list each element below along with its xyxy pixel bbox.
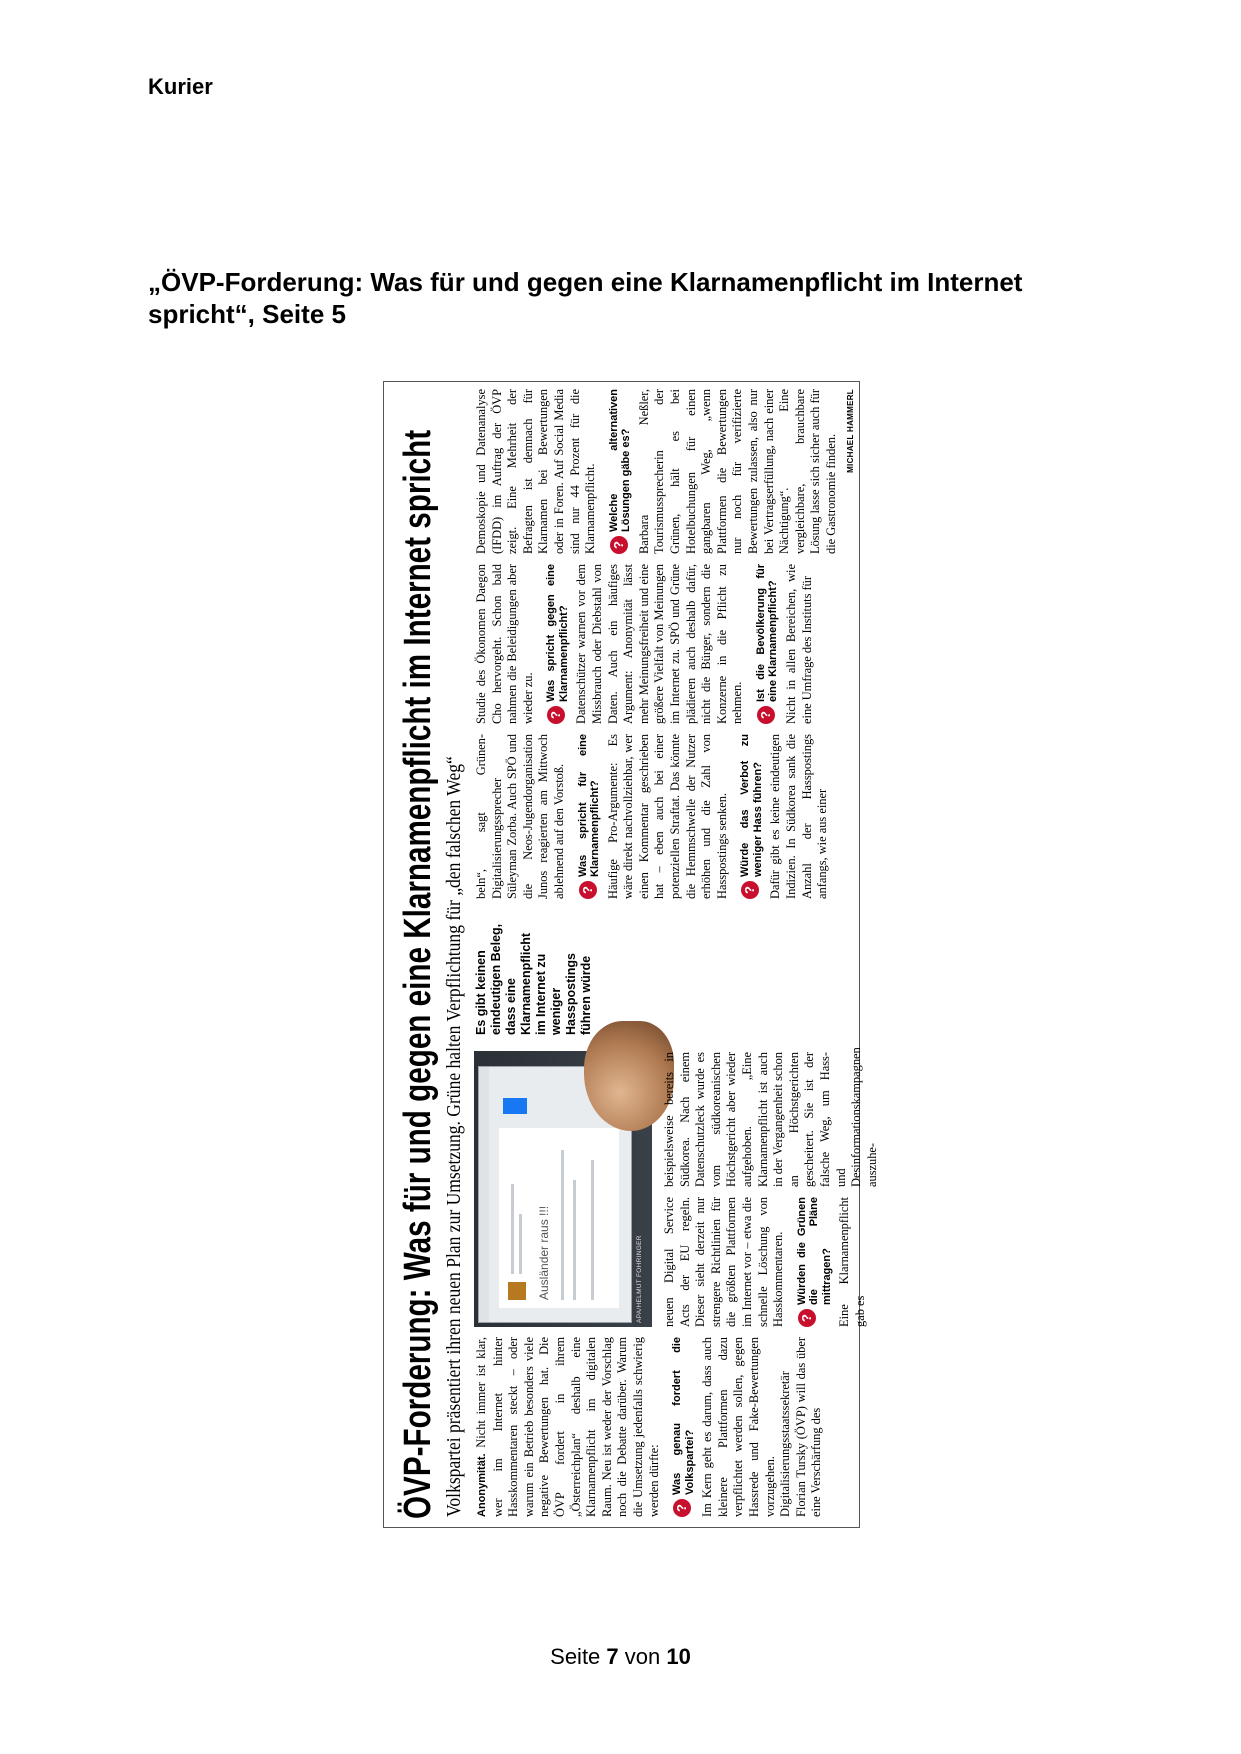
question-mark-icon: ? <box>547 706 565 724</box>
lead-text: Nicht immer ist klar, wer im Internet hinter Hasskommentaren steckt – oder warum ein Betrieb besonders viele negative Bewertungen hat. Die ÖVP fordert in ihrem „Österreichplan“ deshalb eine Klarnamenpflicht im digitalen Raum. Neu ist weder der Vorschlag noch die Debatte darüber. Warum die Umsetzung jedenfalls schwierig werden dürfte: <box>474 1337 661 1517</box>
avatar <box>508 1282 526 1300</box>
question-mark-icon: ? <box>610 536 628 554</box>
photo-credit: APA/HELMUT FOHRINGER <box>636 1235 643 1323</box>
article-column-3 <box>662 1047 879 1187</box>
answer-paragraph: Häufige Pro-Argumente: Es wäre direkt nachvollziehbar, wer einen Kommentar geschrieben hat – eben auch bei einer potenziellen Straftat. Das könnte die Hemmschwelle der Nutzer erhöhen und die Zahl von Hasspostings senken. <box>605 734 729 899</box>
article-headline: ÖVP-Forderung: Was für und gegen eine Klarnamenpflicht im Internet spricht <box>397 429 439 1519</box>
article-column-6 <box>474 389 854 554</box>
question-text: Würden die Grünen die Pläne mittragen? <box>795 1197 833 1305</box>
browser-bar <box>479 1067 489 1322</box>
question-text: Würde das Verbot zu weniger Hass führen? <box>739 734 764 877</box>
author-byline: MICHAEL HAMMERL <box>846 389 856 473</box>
body-paragraph: beispielsweise bereits in Südkorea. Nach einem Datenschutzleck wurde es vom südkoreanischen Höchstgericht aber wieder aufgehoben. „Eine Klarnamenpflicht ist auch in der Vergangenheit schon an Höchstgerichten gescheitert. Sie ist der falsche Weg, um Hass- und Desinformationskampagnen auszuhe- <box>662 1047 879 1187</box>
article-photo <box>474 1051 652 1327</box>
question-heading <box>796 1197 834 1327</box>
post-line <box>591 1160 594 1300</box>
body-paragraph: beln“, sagt Grünen-Digitalisierungssprecher Süleyman Zorba. Auch SPÖ und die Neos-Jugendorganisation Junos reagierten am Mittwoch ablehnend auf den Vorstoß. <box>474 734 566 899</box>
document-title: „ÖVP-Forderung: Was für und gegen eine Klarnamenpflicht im Internet spricht“, Seite 5 <box>148 267 1023 329</box>
pull-quote: Es gibt keinen eindeutigen Beleg, dass eine Klarnamenpflicht im Internet zu weniger Hasspostings führen würde <box>474 923 593 1035</box>
question-text: Was genau fordert die Volkspartei? <box>671 1337 696 1495</box>
question-text: Ist die Bevölkerung für eine Klarnamenpflicht? <box>754 564 780 702</box>
article-column-5 <box>474 564 854 724</box>
question-text: Welche alternativen Lösungen gäbe es? <box>607 389 633 532</box>
source-label: Kurier <box>148 74 213 99</box>
question-heading <box>671 1337 696 1517</box>
lead-paragraph <box>474 1337 662 1517</box>
answer-paragraph: Barbara Neßler, Tourismussprecherin der Grünen, hält es bei Hotelbuchungen für einen gangbaren Weg, „wenn Plattformen die Bewertungen nur noch für verifizierte Bewertungen zulassen, also nur bei Vertragserfüllung, nach einer Nächtigung“. Eine vergleichbare, brauchbare Lösung lasse sich sicher auch für die Gastronomie finden. <box>636 389 838 554</box>
question-text: Was spricht für eine Klarnamenpflicht? <box>576 734 602 877</box>
body-paragraph: Studie des Ökonomen Daegon Cho hervorgeht. Schon bald nahmen die Beleidigungen aber wieder zu. <box>474 564 535 724</box>
page-current: 7 <box>606 1644 619 1669</box>
body-paragraph: Demoskopie und Datenanalyse (IFDD) im Auftrag der ÖVP zeigt. Eine Mehrheit der Befragten ist demnach für Klarnamen bei Bewertungen oder in Foren. Auf Social Media sind nur 44 Prozent für die Klarnamenpflicht. <box>474 389 598 554</box>
post-line <box>519 1214 522 1274</box>
post-text: Ausländer raus !!! <box>537 1205 551 1300</box>
page-prefix: Seite <box>550 1644 607 1669</box>
answer-paragraph: Im Kern geht es darum, dass auch kleinere Plattformen dazu verpflichtet werden sollen, gegen Hassrede und Fake-Bewertungen vorzugehen. Digitalisierungsstaatssekretär Florian Tursky (ÖVP) will das über eine Verschärfung des <box>700 1337 824 1517</box>
question-text: Was spricht gegen eine Klarnamenpflicht? <box>545 564 570 702</box>
article-column-1 <box>474 1337 854 1517</box>
question-mark-icon: ? <box>798 1309 816 1327</box>
blue-button-graphic <box>503 1098 527 1114</box>
question-mark-icon: ? <box>673 1499 691 1517</box>
question-heading <box>577 734 602 899</box>
lead-label: Anonymität. <box>476 1453 488 1517</box>
page-number <box>0 1644 1241 1670</box>
answer-paragraph: Nicht in allen Bereichen, wie eine Umfrage des Instituts für <box>783 564 814 724</box>
article-subheadline: Volkspartei präsentiert ihren neuen Plan zur Umsetzung. Grüne halten Verpflichtung für „den falschen Weg“ <box>444 756 465 1517</box>
social-post <box>499 1128 619 1308</box>
headline-wrap <box>396 394 440 1519</box>
article-column-2 <box>662 1197 867 1327</box>
post-line <box>573 1180 576 1300</box>
question-mark-icon: ? <box>579 881 597 899</box>
post-line <box>561 1150 564 1300</box>
question-mark-icon: ? <box>757 706 775 724</box>
answer-paragraph: Datenschützer warnen vor dem Missbrauch oder Diebstahl von Daten. Auch ein häufiges Argument: Anonymität lässt mehr Meinungsfreiheit und eine größere Vielfalt von Meinungen im Internet zu. SPÖ und Grüne plädieren auch deshalb dafür, nicht die Bürger, sondern die Konzerne in die Pflicht zu nehmen. <box>574 564 745 724</box>
question-mark-icon: ? <box>741 881 759 899</box>
question-heading <box>755 564 780 724</box>
page-mid: von <box>618 1644 667 1669</box>
body-paragraph: neuen Digital Service Acts der EU regeln. Dieser sieht derzeit nur strengere Richtlinien für die größten Plattformen im Internet vor – etwa die schnelle Löschung von Hasskommentaren. <box>662 1197 786 1327</box>
question-heading <box>739 734 764 899</box>
hand-graphic <box>584 1021 674 1131</box>
page-total: 10 <box>666 1644 691 1669</box>
article-column-4 <box>474 734 854 899</box>
answer-paragraph: Dafür gibt es keine eindeutigen Indizien. In Südkorea sank die Anzahl der Hasspostings anfangs, wie aus einer <box>768 734 830 899</box>
subheadline-wrap <box>444 392 466 1517</box>
newspaper-clipping <box>383 381 879 1528</box>
question-heading <box>608 389 633 554</box>
post-line <box>511 1184 514 1274</box>
question-heading <box>545 564 570 724</box>
clipping-content <box>384 382 879 1527</box>
answer-paragraph: Eine Klarnamenpflicht gab es <box>837 1197 867 1327</box>
